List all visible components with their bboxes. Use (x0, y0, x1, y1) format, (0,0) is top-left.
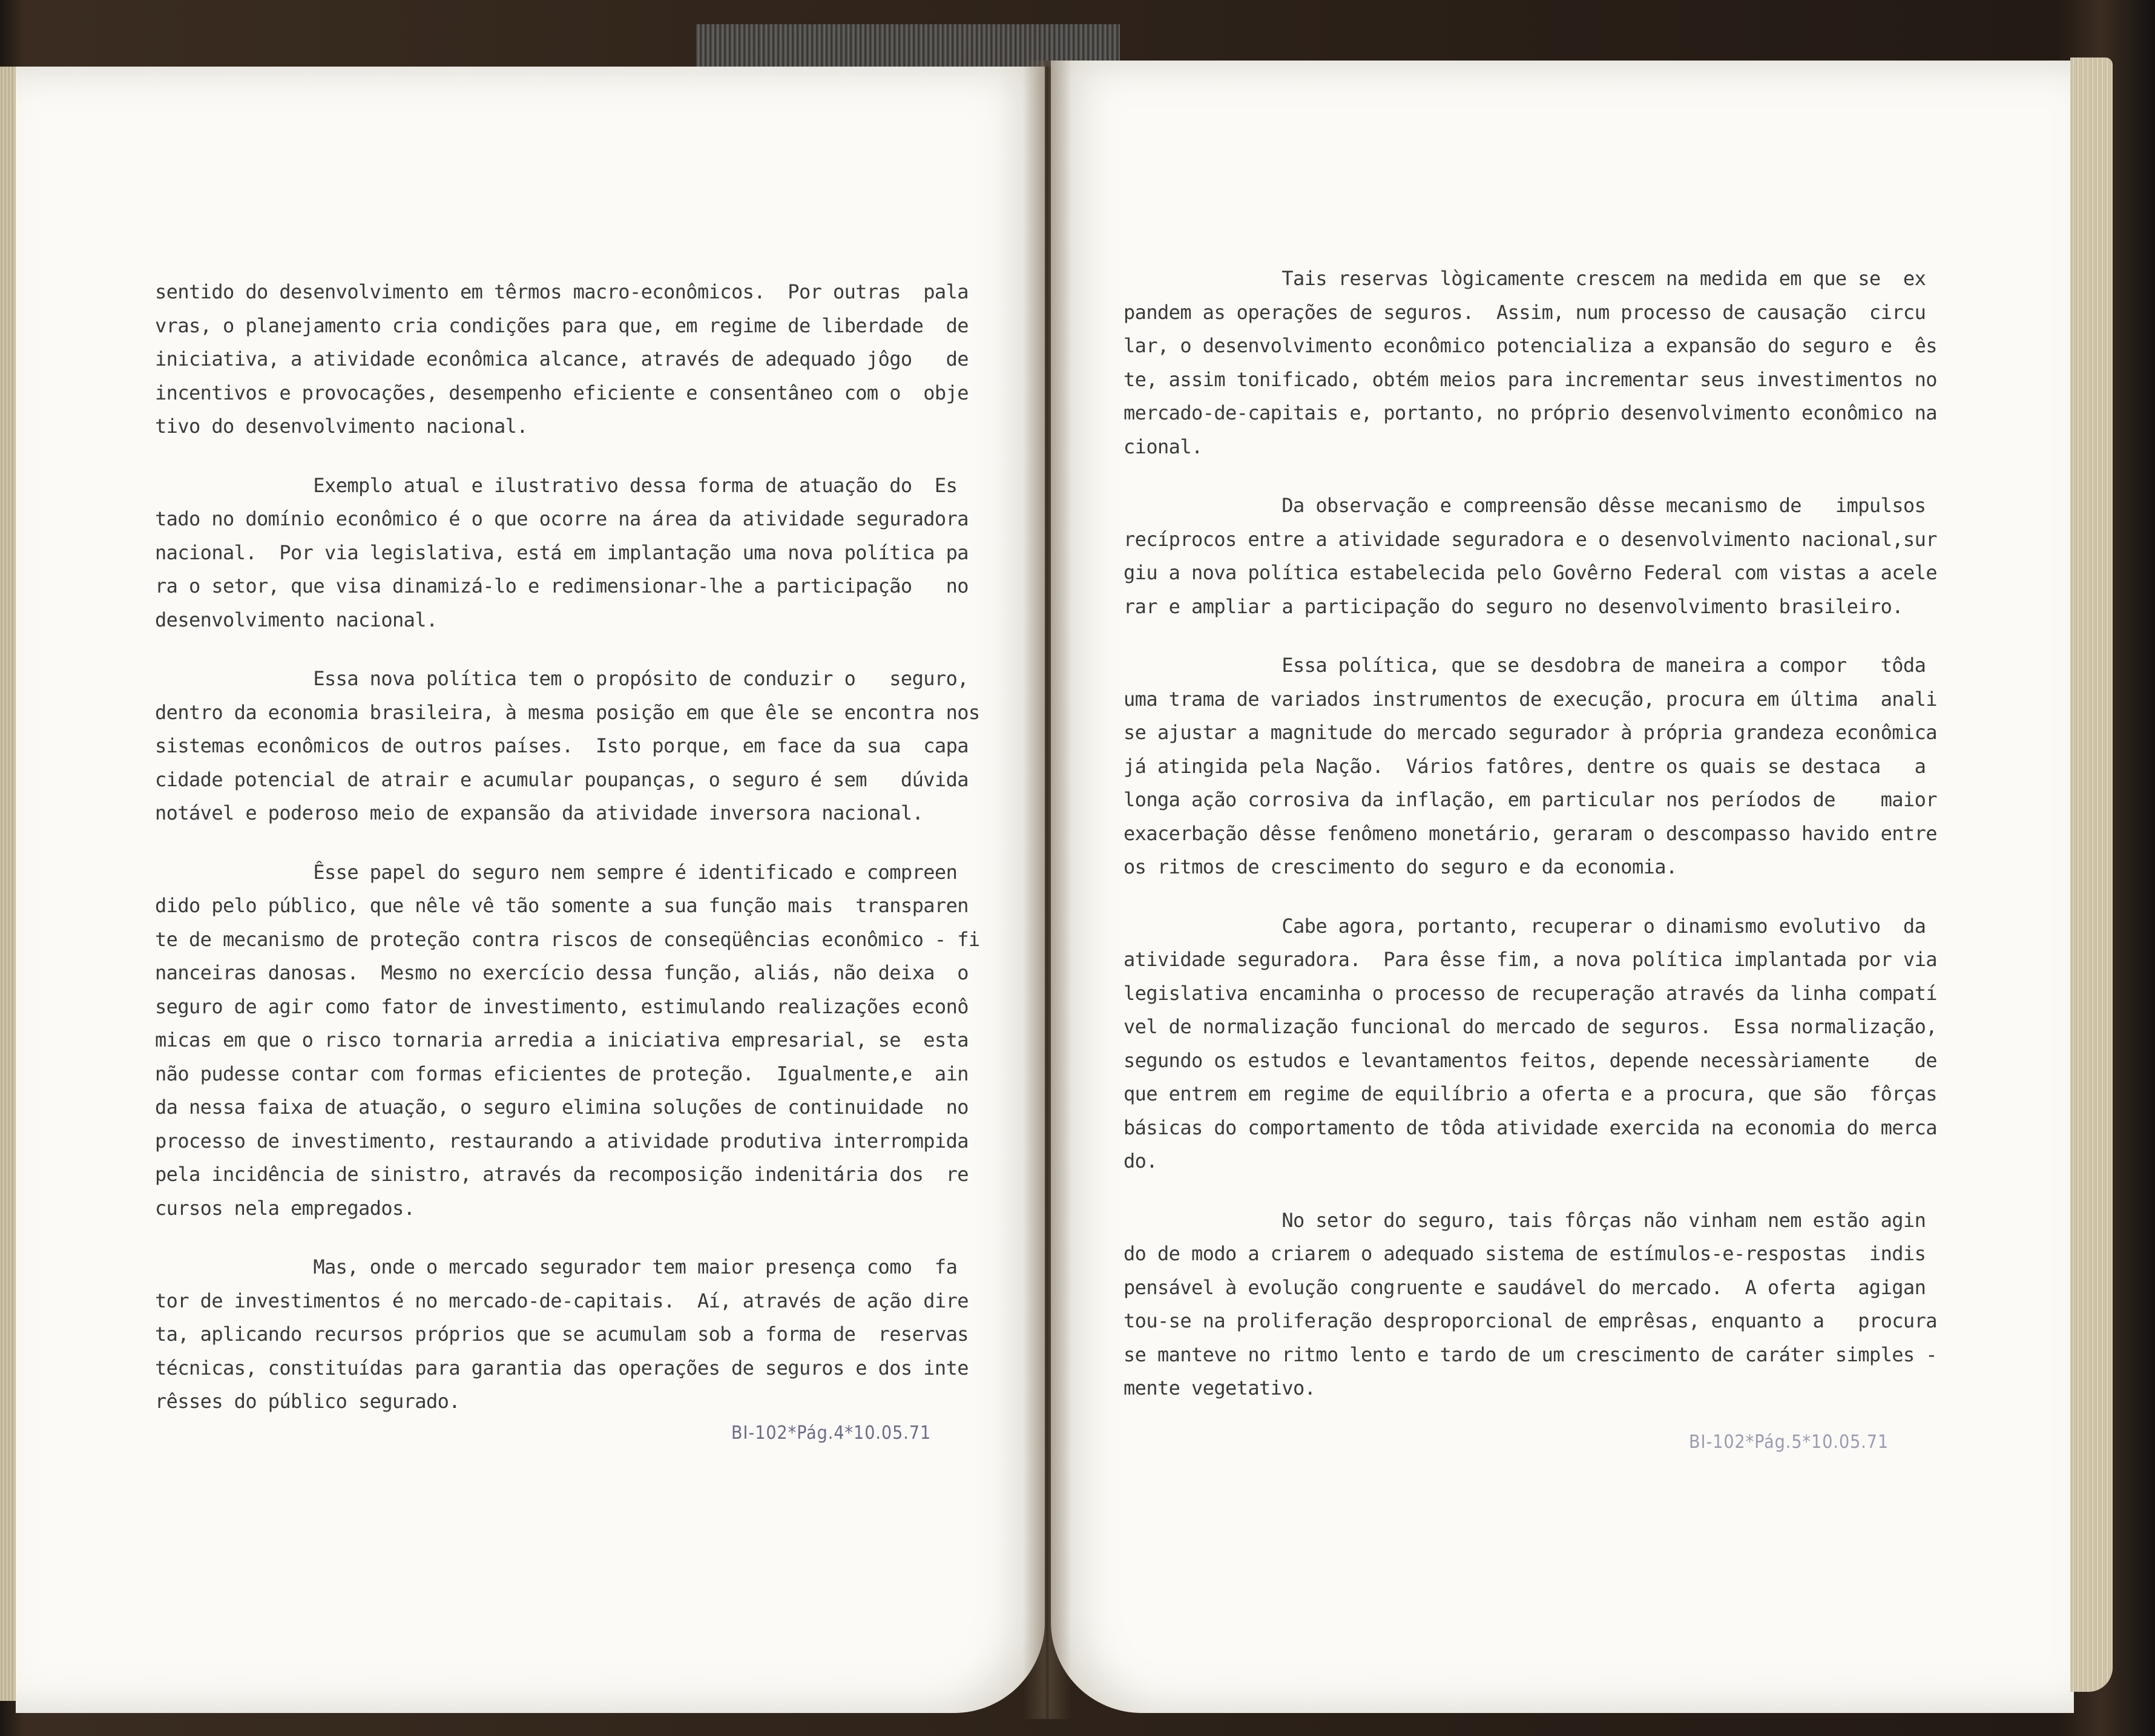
text-line: básicas do comportamento de tôda atividade exercida na economia do merca (1124, 1116, 1937, 1139)
text-line: lar, o desenvolvimento econômico potencializa a expansão do seguro e ês (1124, 334, 1937, 357)
text-line: seguro de agir como fator de investimento, estimulando realizações econô (155, 995, 969, 1018)
paragraph (155, 1251, 980, 1419)
text-line: que entrem em regime de equilíbrio a oferta e a procura, que são fôrças (1124, 1082, 1937, 1105)
text-line: da nessa faixa de atuação, o seguro elimina soluções de continuidade no (155, 1096, 969, 1119)
text-line: dido pelo público, que nêle vê tão somente a sua função mais transparen (155, 894, 969, 917)
paragraph (1124, 1204, 1937, 1406)
text-line: giu a nova política estabelecida pelo Govêrno Federal com vistas a acele (1124, 561, 1937, 584)
left-page-text (155, 275, 980, 1444)
text-line: incentivos e provocações, desempenho eficiente e consentâneo com o obje (155, 381, 969, 404)
text-line: notável e poderoso meio de expansão da atividade inversora nacional. (155, 801, 924, 824)
text-line: rêsses do público segurado. (155, 1390, 460, 1413)
text-line: pandem as operações de seguros. Assim, num processo de causação circu (1124, 300, 1926, 324)
text-line: mente vegetativo. (1124, 1376, 1316, 1399)
text-line: legislativa encaminha o processo de recuperação através da linha compatí (1124, 981, 1937, 1005)
text-line: dentro da economia brasileira, à mesma posição em que êle se encontra nos (155, 700, 980, 724)
text-line: nanceiras danosas. Mesmo no exercício dessa função, aliás, não deixa o (155, 961, 969, 984)
text-line: Essa política, que se desdobra de maneira a compor tôda (1124, 654, 1926, 677)
text-line: do. (1124, 1149, 1157, 1172)
text-line: desenvolvimento nacional. (155, 608, 438, 631)
text-line: do de modo a criarem o adequado sistema de estímulos-e-respostas indis (1124, 1242, 1926, 1265)
text-line: atividade seguradora. Para êsse fim, a nova política implantada por via (1124, 948, 1937, 971)
text-line: longa ação corrosiva da inflação, em particular nos períodos de maior (1124, 788, 1937, 811)
text-line: Da observação e compreensão dêsse mecanismo de impulsos (1124, 494, 1926, 517)
text-line: já atingida pela Nação. Vários fatôres, dentre os quais se destaca a (1124, 754, 1926, 778)
page-edges-left (0, 67, 17, 1701)
text-line: No setor do seguro, tais fôrças não vinham nem estão agin (1124, 1208, 1926, 1232)
text-line: mercado-de-capitais e, portanto, no próprio desenvolvimento econômico na (1124, 401, 1937, 424)
text-line: Êsse papel do seguro nem sempre é identificado e compreen (155, 860, 958, 884)
text-line: te de mecanismo de proteção contra riscos de conseqüências econômico - fi (155, 927, 980, 951)
text-line: segundo os estudos e levantamentos feitos, depende necessàriamente de (1124, 1048, 1937, 1072)
text-line: pela incidência de sinistro, através da recomposição indenitária dos re (155, 1163, 969, 1186)
paragraph (155, 275, 980, 444)
text-line: não pudesse contar com formas eficientes de proteção. Igualmente,e ain (155, 1062, 969, 1085)
text-line: técnicas, constituídas para garantia das operações de seguros e dos inte (155, 1356, 969, 1379)
text-line: Mas, onde o mercado segurador tem maior presença como fa (155, 1255, 958, 1278)
text-line: vel de normalização funcional do mercado de seguros. Essa normalização, (1124, 1015, 1937, 1038)
text-line: pensável à evolução congruente e saudável do mercado. A oferta agigan (1124, 1275, 1926, 1299)
text-line: ra o setor, que visa dinamizá-lo e redimensionar-lhe a participação no (155, 574, 969, 597)
page-edges-right (2070, 58, 2113, 1692)
text-line: exacerbação dêsse fenômeno monetário, geraram o descompasso havido entre (1124, 821, 1937, 845)
text-line: se ajustar a magnitude do mercado segurador à própria grandeza econômica (1124, 721, 1937, 744)
page-footer-right: BI-102*Pág.5*10.05.71 (1689, 1432, 1889, 1453)
paragraph (1124, 649, 1937, 884)
book-gutter (1023, 61, 1071, 1719)
text-line: rar e ampliar a participação do seguro no desenvolvimento brasileiro. (1124, 594, 1903, 618)
text-line: micas em que o risco tornaria arredia a iniciativa empresarial, se esta (155, 1028, 969, 1051)
right-page-text (1124, 262, 1937, 1431)
page-footer-left: BI-102*Pág.4*10.05.71 (731, 1422, 932, 1444)
text-line: cursos nela empregados. (155, 1196, 415, 1220)
text-line: iniciativa, a atividade econômica alcance, através de adequado jôgo de (155, 347, 969, 370)
text-line: ta, aplicando recursos próprios que se acumulam sob a forma de reservas (155, 1323, 969, 1346)
text-line: tor de investimentos é no mercado-de-capitais. Aí, através de ação dire (155, 1289, 969, 1312)
text-line: Cabe agora, portanto, recuperar o dinamismo evolutivo da (1124, 914, 1926, 938)
text-line: Exemplo atual e ilustrativo dessa forma de atuação do Es (155, 473, 958, 497)
paragraph (1124, 262, 1937, 464)
text-line: Tais reservas lògicamente crescem na medida em que se ex (1124, 267, 1926, 290)
text-line: sistemas econômicos de outros países. Isto porque, em face da sua capa (155, 734, 969, 757)
text-line: tou-se na proliferação desproporcional de emprêsas, enquanto a procura (1124, 1309, 1937, 1332)
paragraph (155, 662, 980, 830)
paragraph (1124, 910, 1937, 1179)
text-line: vras, o planejamento cria condições para que, em regime de liberdade de (155, 314, 969, 337)
paragraph (155, 469, 980, 637)
text-line: sentido do desenvolvimento em têrmos macro-econômicos. Por outras pala (155, 280, 969, 303)
text-line: nacional. Por via legislativa, está em implantação uma nova política pa (155, 541, 969, 564)
text-line: cional. (1124, 435, 1203, 458)
text-line: uma trama de variados instrumentos de execução, procura em última anali (1124, 687, 1937, 711)
text-line: cidade potencial de atrair e acumular poupanças, o seguro é sem dúvida (155, 768, 969, 791)
text-line: se manteve no ritmo lento e tardo de um crescimento de caráter simples - (1124, 1343, 1937, 1366)
paragraph (1124, 489, 1937, 623)
text-line: processo de investimento, restaurando a atividade produtiva interrompida (155, 1129, 969, 1152)
text-line: Essa nova política tem o propósito de conduzir o seguro, (155, 667, 969, 690)
text-line: tivo do desenvolvimento nacional. (155, 415, 528, 438)
text-line: tado no domínio econômico é o que ocorre na área da atividade seguradora (155, 507, 969, 530)
text-line: recíprocos entre a atividade seguradora e o desenvolvimento nacional,sur (1124, 527, 1937, 551)
text-line: os ritmos de crescimento do seguro e da economia. (1124, 855, 1677, 878)
text-line: te, assim tonificado, obtém meios para incrementar seus investimentos no (1124, 367, 1937, 391)
paragraph (155, 856, 980, 1226)
